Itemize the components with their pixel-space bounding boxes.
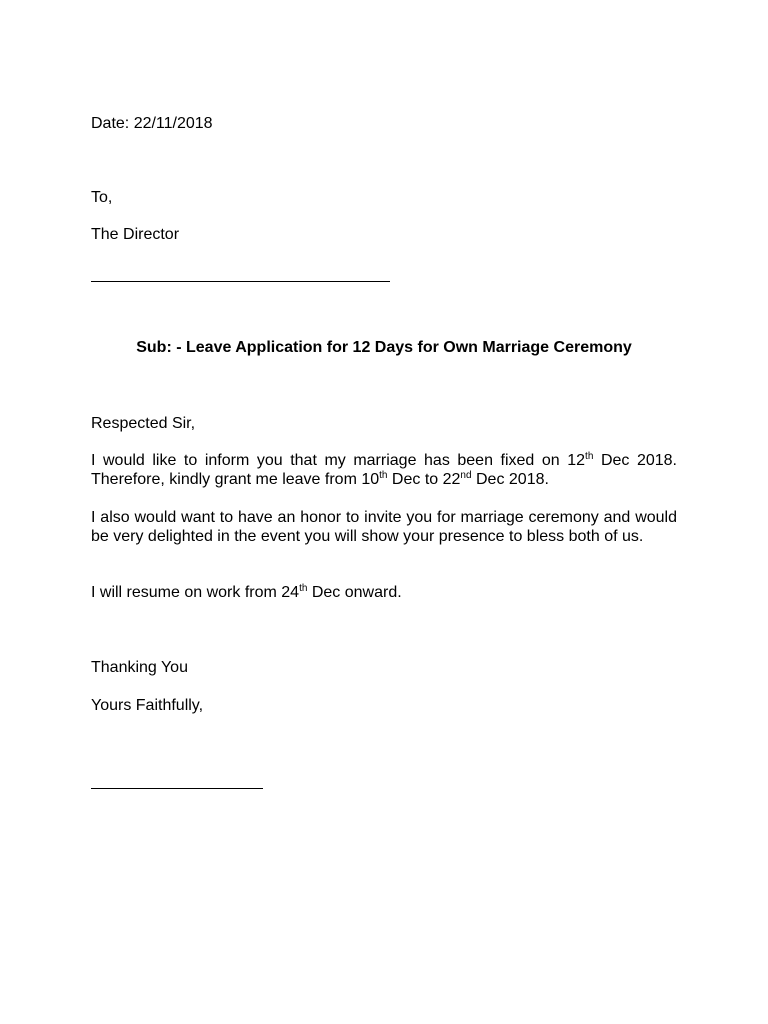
letter-salutation: Respected Sir, [91, 415, 196, 432]
letter-closing-signoff: Yours Faithfully, [91, 697, 204, 714]
letter-recipient: The Director [91, 226, 180, 243]
letter-paragraph-resume: I will resume on work from 24th Dec onward. [91, 583, 402, 601]
recipient-address-line [91, 281, 390, 282]
letter-paragraph-invitation: I also would want to have an honor to invite you for marriage ceremony and would be very delighted in the event you will show your presence to bless both of us. [91, 509, 677, 545]
letter-closing-thanks: Thanking You [91, 659, 188, 676]
letter-subject: Sub: - Leave Application for 12 Days for Own Marriage Ceremony [136, 339, 632, 356]
letter-to: To, [91, 189, 113, 206]
letter-date: Date: 22/11/2018 [91, 115, 213, 132]
letter-paragraph-marriage-date: I would like to inform you that my marriage has been fixed on 12th Dec 2018. Therefore, kindly grant me leave from 10th Dec to 22nd Dec 2018. [91, 451, 677, 488]
signature-line [91, 788, 263, 789]
